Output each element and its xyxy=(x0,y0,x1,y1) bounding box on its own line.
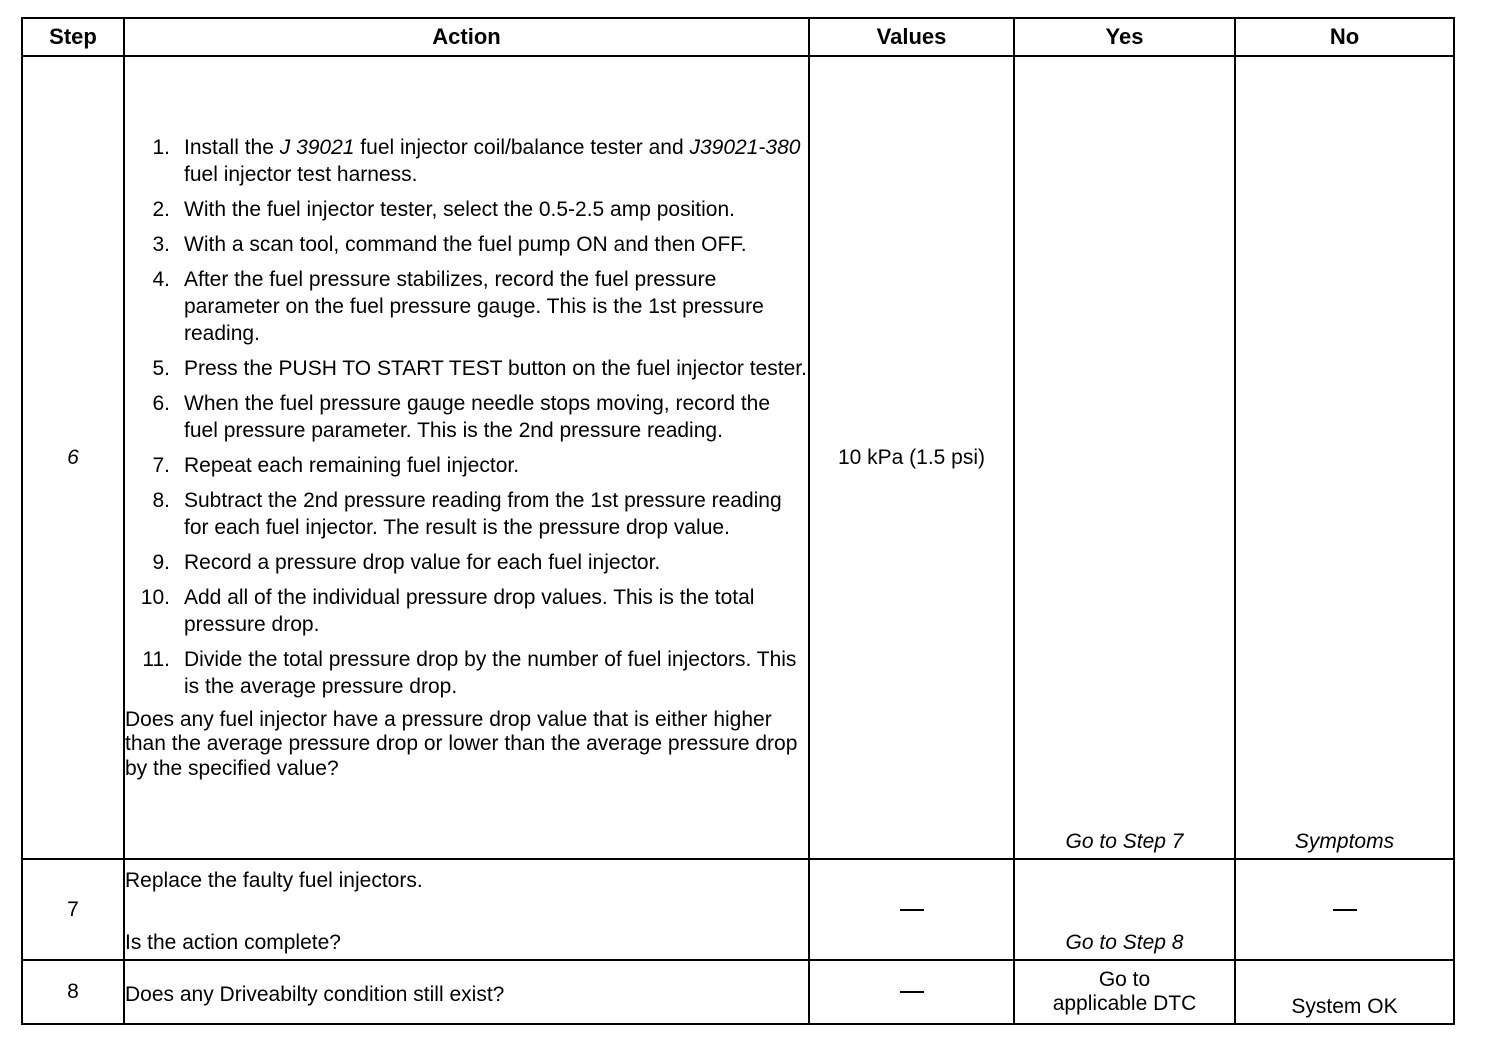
yes-link-go-to-step-8[interactable]: Go to Step 8 xyxy=(1014,859,1235,960)
step-index: 10. xyxy=(140,585,170,609)
step-text: Repeat each remaining fuel injector. xyxy=(184,453,520,477)
value-empty xyxy=(809,960,1014,1024)
header-yes: Yes xyxy=(1014,18,1235,56)
action-text: Replace the faulty fuel injectors. xyxy=(125,869,423,892)
em-dash xyxy=(1333,909,1357,911)
tool-number: J39021-380 xyxy=(689,135,801,159)
action-step xyxy=(125,584,808,638)
action-step xyxy=(125,487,808,541)
decision-question: Does any Driveabilty condition still exist? xyxy=(125,982,505,1006)
header-no: No xyxy=(1235,18,1454,56)
action-steps-list xyxy=(125,134,808,700)
step-text: When the fuel pressure gauge needle stops moving, record the fuel pressure parameter. This is the 2nd pressure reading. xyxy=(184,391,771,442)
header-step: Step xyxy=(22,18,124,56)
no-link-symptoms[interactable]: Symptoms xyxy=(1235,56,1454,859)
step-text: Divide the total pressure drop by the number of fuel injectors. This is the average pressure drop. xyxy=(184,647,797,698)
step-number: 6 xyxy=(22,56,124,859)
action-step xyxy=(125,549,808,576)
step-index: 4. xyxy=(152,267,170,291)
step-index: 9. xyxy=(152,550,170,574)
decision-question: Does any fuel injector have a pressure drop value that is either higher than the average pressure drop or lower than the average pressure drop by the specified value? xyxy=(125,707,798,780)
step-text: Subtract the 2nd pressure reading from the 1st pressure reading for each fuel injector. The result is the pressure drop value. xyxy=(184,488,782,539)
decision-question: Is the action complete? xyxy=(125,931,341,954)
step-index: 8. xyxy=(152,488,170,512)
action-step xyxy=(125,646,808,700)
diagnostic-procedure-table xyxy=(21,17,1455,1025)
step-8-row xyxy=(22,960,1454,1024)
header-values: Values xyxy=(809,18,1014,56)
header-action: Action xyxy=(124,18,809,56)
step-number: 7 xyxy=(22,859,124,960)
action-cell xyxy=(124,960,809,1024)
action-step xyxy=(125,134,808,188)
action-step xyxy=(125,355,808,382)
step-text: Press the PUSH TO START TEST button on the fuel injector tester. xyxy=(184,356,807,380)
yes-line: applicable DTC xyxy=(1052,992,1197,1015)
yes-link-applicable-dtc[interactable] xyxy=(1014,960,1235,1024)
step-7-row xyxy=(22,859,1454,960)
action-step xyxy=(125,231,808,258)
step-text: Record a pressure drop value for each fuel injector. xyxy=(184,550,661,574)
action-step xyxy=(125,266,808,347)
tool-number: J 39021 xyxy=(279,135,355,159)
step-index: 7. xyxy=(152,453,170,477)
yes-line: Go to xyxy=(1098,968,1151,991)
step-text: After the fuel pressure stabilizes, record the fuel pressure parameter on the fuel pressure gauge. This is the 1st pressure reading. xyxy=(184,267,764,345)
step-index: 1. xyxy=(152,135,170,159)
yes-link-go-to-step-7[interactable]: Go to Step 7 xyxy=(1014,56,1235,859)
no-result-system-ok: System OK xyxy=(1235,960,1454,1024)
action-cell xyxy=(124,859,809,960)
step-index: 5. xyxy=(152,356,170,380)
specified-value: 10 kPa (1.5 psi) xyxy=(809,56,1014,859)
step-index: 6. xyxy=(152,391,170,415)
step-text: With the fuel injector tester, select the 0.5-2.5 amp position. xyxy=(184,197,735,221)
action-step xyxy=(125,196,808,223)
step-index: 3. xyxy=(152,232,170,256)
action-step xyxy=(125,390,808,444)
em-dash xyxy=(900,991,924,993)
header-row xyxy=(22,18,1454,56)
action-cell xyxy=(124,56,809,859)
step-text: Add all of the individual pressure drop values. This is the total pressure drop. xyxy=(184,585,755,636)
no-empty xyxy=(1235,859,1454,960)
action-step xyxy=(125,452,808,479)
step-index: 11. xyxy=(142,647,170,671)
em-dash xyxy=(900,909,924,911)
value-empty xyxy=(809,859,1014,960)
step-number: 8 xyxy=(22,960,124,1024)
step-6-row xyxy=(22,56,1454,859)
step-text: Install the J 39021 fuel injector coil/balance tester and J39021-380 fuel injector test harness. xyxy=(184,135,801,186)
step-index: 2. xyxy=(152,197,170,221)
step-text: With a scan tool, command the fuel pump ON and then OFF. xyxy=(184,232,747,256)
